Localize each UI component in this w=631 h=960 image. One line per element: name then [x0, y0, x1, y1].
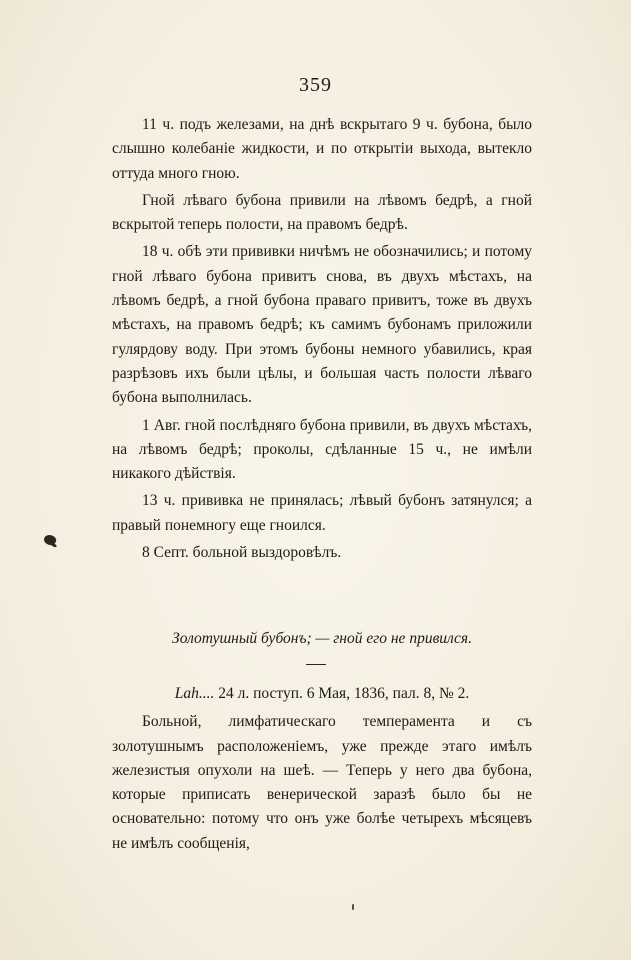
ink-blot	[42, 533, 57, 548]
divider	[306, 664, 326, 665]
patient-name: Lah....	[174, 685, 215, 702]
paragraph: 8 Септ. больной выздоровѣлъ.	[142, 544, 342, 562]
case-text	[112, 682, 532, 859]
page-number: 359	[299, 74, 332, 96]
paragraph: 11 ч. подъ железами, на днѣ вскрытаго 9 ч. бубона, было слышно колебаніе жидкости, и по открытіи выхода, вытекло оттуда много гною.	[112, 116, 532, 182]
paragraph: 13 ч. прививка не принялась; лѣвый бубонъ затянулся; а правый понемногу еще гноился.	[112, 492, 532, 534]
paragraph: Гной лѣваго бубона привили на лѣвомъ бедрѣ, а гной вскрытой теперь полости, на правомъ бедрѣ.	[112, 191, 532, 234]
paragraph: Больной, лимфатическаго темперамента и съ золотушнымъ расположеніемъ, уже прежде этаго имѣлъ железистыя опухоли на шеѣ. — Теперь у него два бубона, которые приписать венерической заразѣ было бы не основательно: потому что онъ уже болѣе четырехъ мѣсяцевъ не имѣлъ сообщенія,	[112, 713, 532, 852]
main-text	[112, 113, 532, 568]
paragraph: 18 ч. обѣ эти прививки ничѣмъ не обозначились; и потому гной лѣваго бубона привитъ снова, въ двухъ мѣстахъ, на лѣвомъ бедрѣ, а гной бубона праваго привитъ, тоже въ двухъ мѣстахъ, на правомъ бедрѣ; къ самимъ бубонамъ приложили гулярдову воду. При этомъ бубоны немного убавились, края разрѣзовъ ихъ были цѣлы, и большая часть полости лѣваго бубона выполнилась.	[112, 243, 532, 407]
ink-speck	[352, 904, 354, 910]
case-header	[112, 682, 532, 706]
paragraph: 1 Авг. гной послѣдняго бубона привили, въ двухъ мѣстахъ, на лѣвомъ бедрѣ; проколы, сдѣланные 15 ч., не имѣли никакого дѣйствія.	[112, 416, 532, 483]
section-title: Золотушный бубонъ; — гной его не привился.	[172, 630, 472, 647]
case-details: 24 л. поступ. 6 Мая, 1836, пал. 8, № 2.	[214, 685, 470, 702]
